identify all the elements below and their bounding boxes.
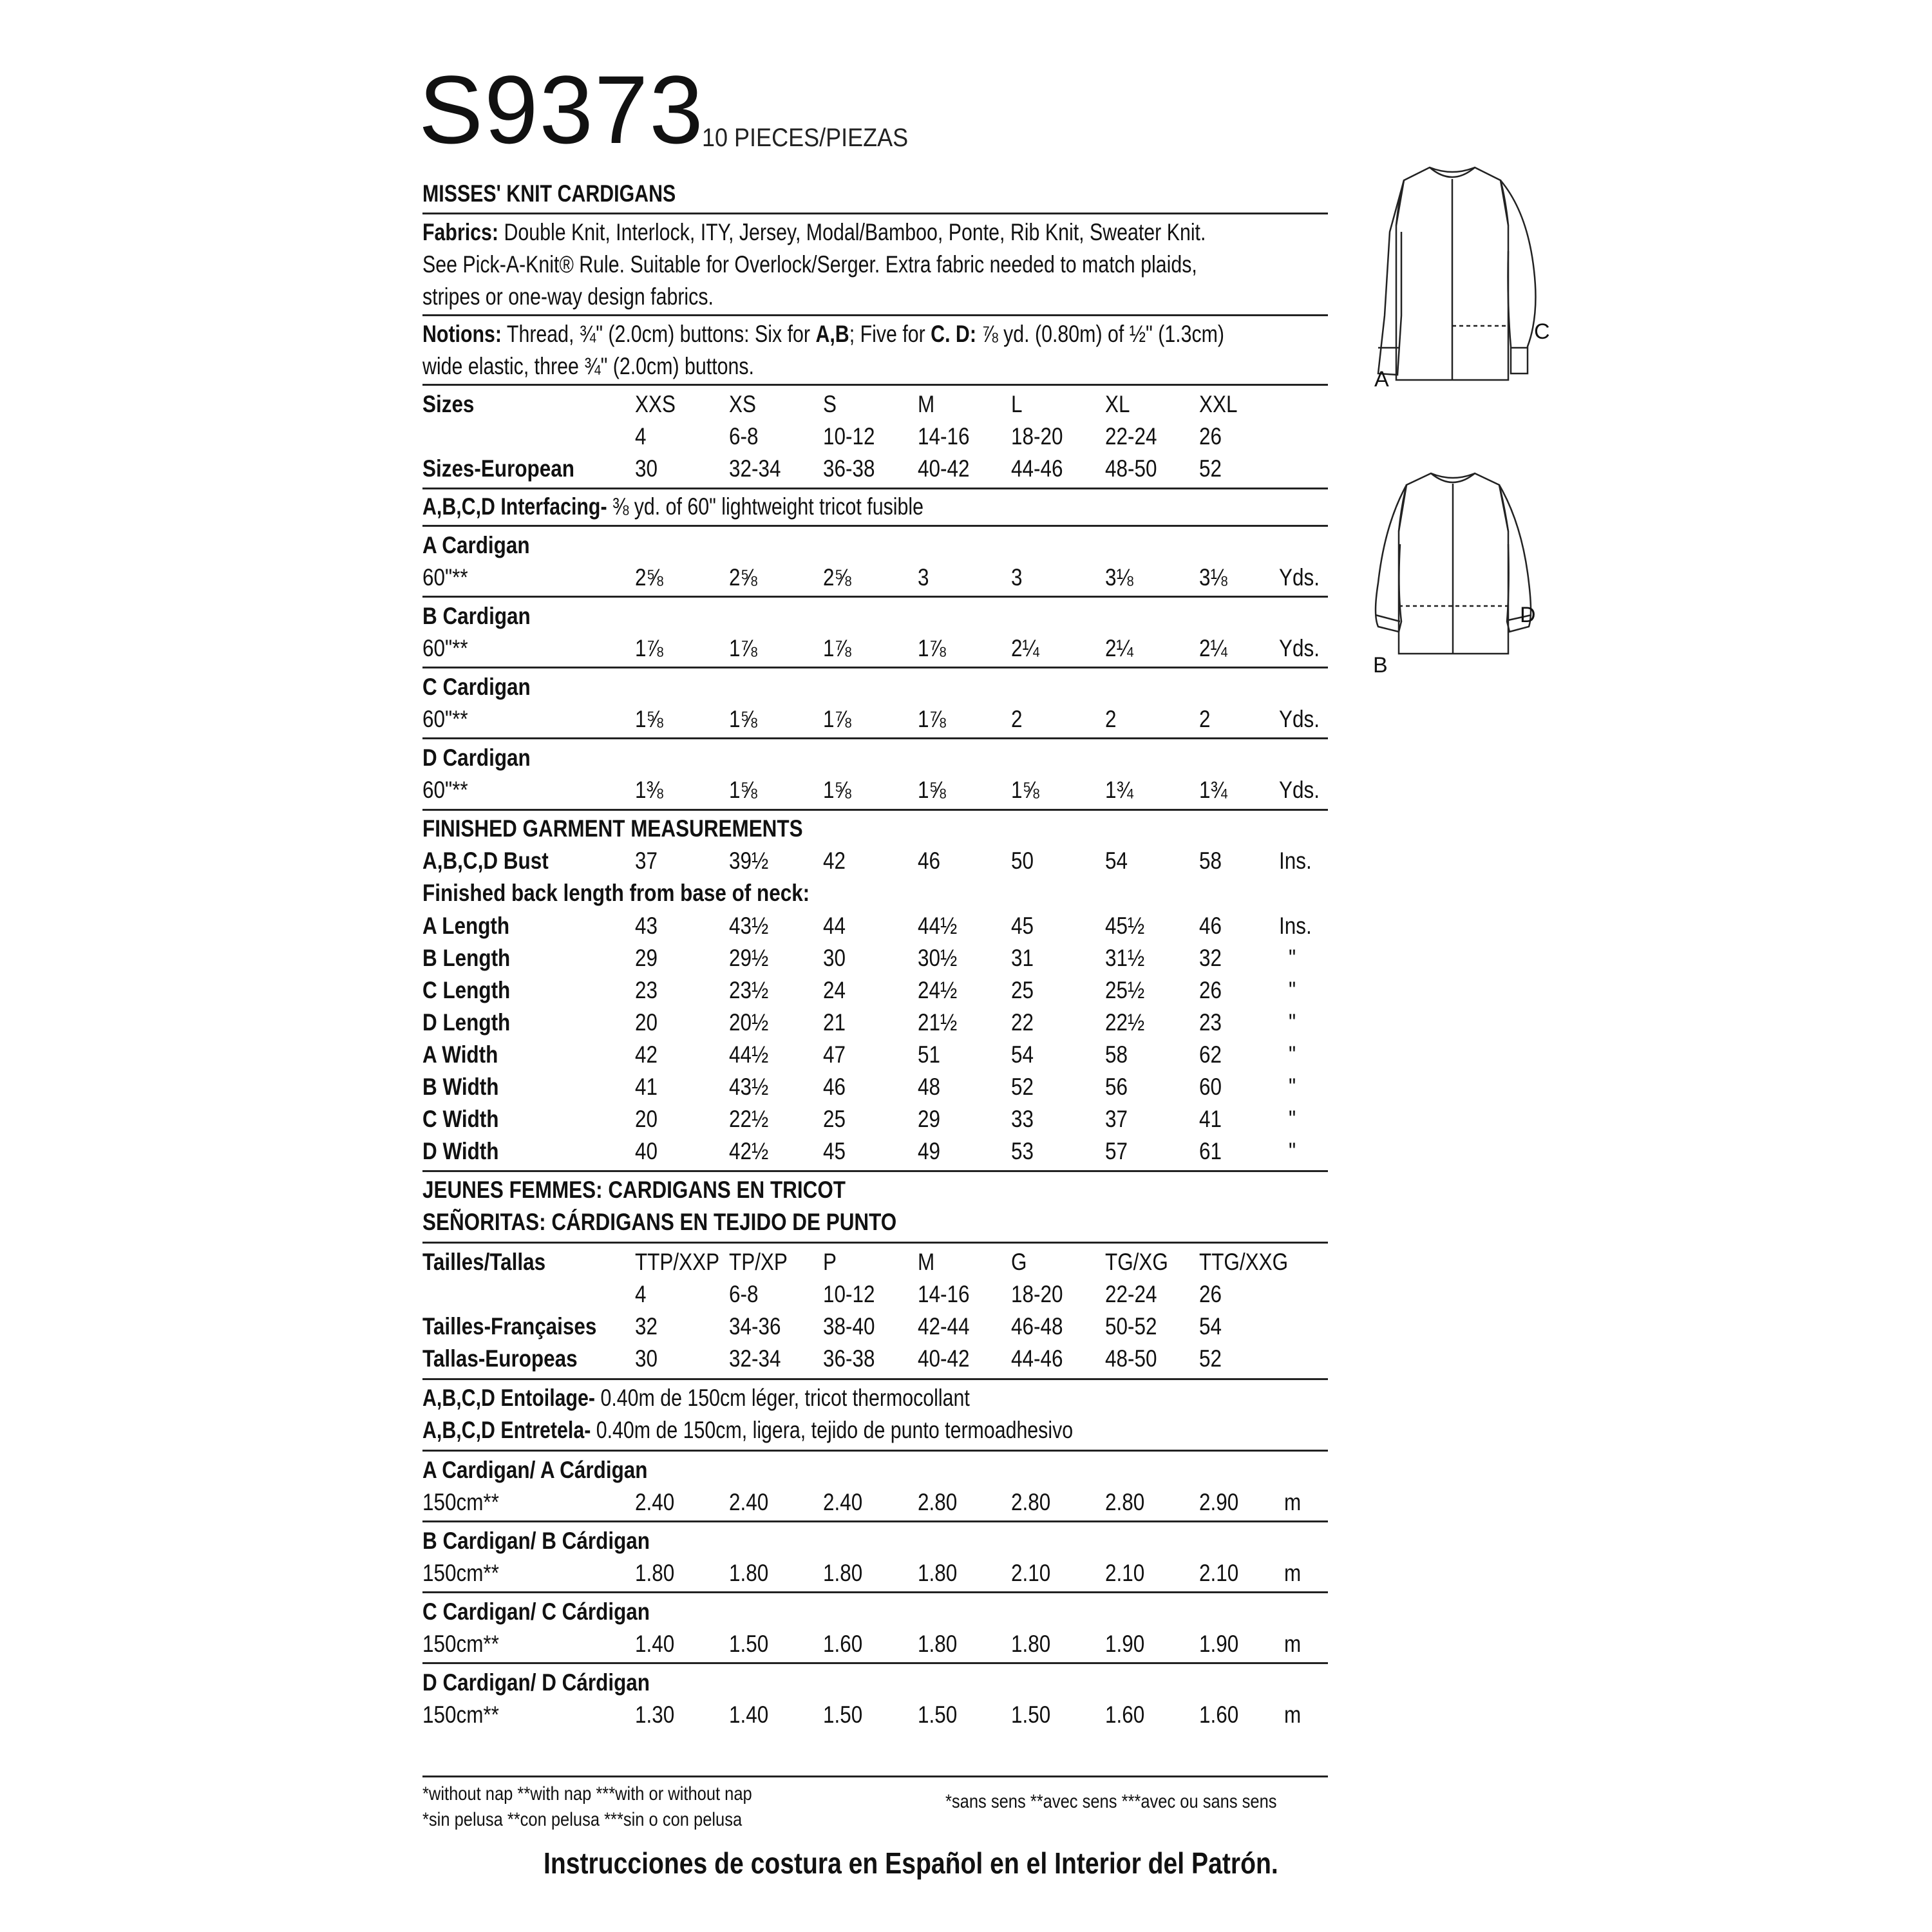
measurement-row: B Width 41 43½ 46 48 52 56 60 " [422,1074,1296,1100]
divider [422,1662,1328,1664]
sizes-french-row: Tailles-Françaises 32 34-36 38-40 42-44 46-48 50-52 54 [422,1313,1222,1340]
metric-title-row: C Cardigan/ C Cárdigan [422,1598,650,1625]
sizes-row: Sizes XXS XS S M L XL XXL [422,391,1238,417]
finished-measurements-title: FINISHED GARMENT MEASUREMENTS [422,815,803,842]
divider [422,314,1328,316]
technical-drawing-view-a-c [1359,155,1546,399]
view-label-c: C [1534,319,1550,344]
yardage-values-row: 60"** 1⅞ 1⅞ 1⅞ 1⅞ 2¼ 2¼ 2¼ Yds. [422,635,1320,661]
divider [422,488,1328,489]
fabrics-section: Fabrics: Double Knit, Interlock, ITY, Jersey, Modal/Bamboo, Ponte, Rib Knit, Sweater Knit. See Pick-A-Knit® Rule. Suitable for Overlock/Serger. Extra fabric needed to match plaids, stripes or one-way design fabrics. [422,219,1206,310]
footnote-divider [422,1776,1328,1777]
yardage-values-row: 60"** 2⅝ 2⅝ 2⅝ 3 3 3⅛ 3⅛ Yds. [422,564,1320,591]
title-spanish: SEÑORITAS: CÁRDIGANS EN TEJIDO DE PUNTO [422,1209,897,1235]
yardage-title-row: B Cardigan [422,603,531,629]
divider [422,213,1328,214]
interfacing-row: A,B,C,D Interfacing- ⅜ yd. of 60" lightweight tricot fusible [422,493,923,520]
footnote-english: *without nap **with nap ***with or without nap [422,1783,752,1804]
metric-title-row: D Cardigan/ D Cárdigan [422,1669,650,1696]
footnote-spanish: *sin pelusa **con pelusa ***sin o con pelusa [422,1809,743,1830]
metric-title-row: B Cardigan/ B Cárdigan [422,1528,650,1554]
title-english: MISSES' KNIT CARDIGANS [422,180,676,207]
divider [422,1378,1328,1380]
divider [422,667,1328,668]
measurement-row: C Length 23 23½ 24 24½ 25 25½ 26 " [422,977,1296,1003]
sizes-number-row-fr: 4 6-8 10-12 14-16 18-20 22-24 26 [635,1281,1222,1307]
sizes-number-row: 4 6-8 10-12 14-16 18-20 22-24 26 [635,423,1222,450]
footnote-french: *sans sens **avec sens ***avec ou sans sens [945,1791,1277,1812]
metric-values-row: 150cm** 1.30 1.40 1.50 1.50 1.50 1.60 1.60 m [422,1701,1302,1728]
yardage-values-row: 60"** 1⅝ 1⅝ 1⅞ 1⅞ 2 2 2 Yds. [422,706,1320,732]
divider [422,525,1328,527]
sizes-row-fr: Tailles/Tallas TTP/XXP TP/XP P M G TG/XG TTG/XXG [422,1249,1289,1275]
spanish-instructions-note: Instrucciones de costura en Español en el Interior del Patrón. [544,1846,1278,1880]
yardage-values-row: 60"** 1⅜ 1⅝ 1⅝ 1⅝ 1⅝ 1¾ 1¾ Yds. [422,777,1320,803]
divider [422,596,1328,598]
bust-row: A,B,C,D Bust 37 39½ 42 46 50 54 58 Ins. [422,848,1312,874]
yardage-title-row: D Cardigan [422,744,531,771]
divider [422,1520,1328,1522]
sizes-europeas-row: Tallas-Europeas 30 32-34 36-38 40-42 44-46 48-50 52 [422,1345,1222,1372]
entoilage-section: A,B,C,D Entoilage- 0.40m de 150cm léger, tricot thermocollant A,B,C,D Entretela- 0.40m de 150cm, ligera, tejido de punto termoadhesivo [422,1385,1074,1443]
metric-values-row: 150cm** 1.40 1.50 1.60 1.80 1.80 1.90 1.90 m [422,1631,1302,1657]
notions-section: Notions: Thread, ¾" (2.0cm) buttons: Six for A,B; Five for C. D: ⅞ yd. (0.80m) of ½" (1.3cm) wide elastic, three ¾" (2.0cm) buttons. [422,321,1225,379]
measurement-row: A Width 42 44½ 47 51 54 58 62 " [422,1041,1296,1068]
sizes-european-row: Sizes-European 30 32-34 36-38 40-42 44-46 48-50 52 [422,455,1222,482]
divider [422,1591,1328,1593]
view-label-d: D [1520,603,1536,627]
yardage-title-row: C Cardigan [422,674,531,700]
divider [422,737,1328,739]
metric-values-row: 150cm** 1.80 1.80 1.80 1.80 2.10 2.10 2.10 m [422,1560,1302,1586]
pattern-number: S9373 [419,55,705,164]
title-french: JEUNES FEMMES: CARDIGANS EN TRICOT [422,1177,846,1203]
divider [422,384,1328,386]
pieces-count: 10 PIECES/PIEZAS [702,124,909,152]
back-length-heading: Finished back length from base of neck: [422,880,810,906]
metric-values-row: 150cm** 2.40 2.40 2.40 2.80 2.80 2.80 2.90 m [422,1489,1302,1515]
divider [422,1170,1328,1172]
divider [422,809,1328,811]
view-label-a: A [1374,367,1389,392]
measurement-row: B Length 29 29½ 30 30½ 31 31½ 32 " [422,945,1296,971]
divider [422,1242,1328,1244]
view-label-b: B [1373,653,1388,677]
measurement-row: C Width 20 22½ 25 29 33 37 41 " [422,1106,1296,1132]
divider [422,1450,1328,1452]
measurement-row: D Width 40 42½ 45 49 53 57 61 " [422,1138,1296,1164]
technical-drawing-view-b-d [1359,460,1546,679]
metric-title-row: A Cardigan/ A Cárdigan [422,1457,648,1483]
measurement-row: D Length 20 20½ 21 21½ 22 22½ 23 " [422,1009,1296,1036]
measurement-row: A Length 43 43½ 44 44½ 45 45½ 46 Ins. [422,913,1312,939]
yardage-title-row: A Cardigan [422,532,530,558]
